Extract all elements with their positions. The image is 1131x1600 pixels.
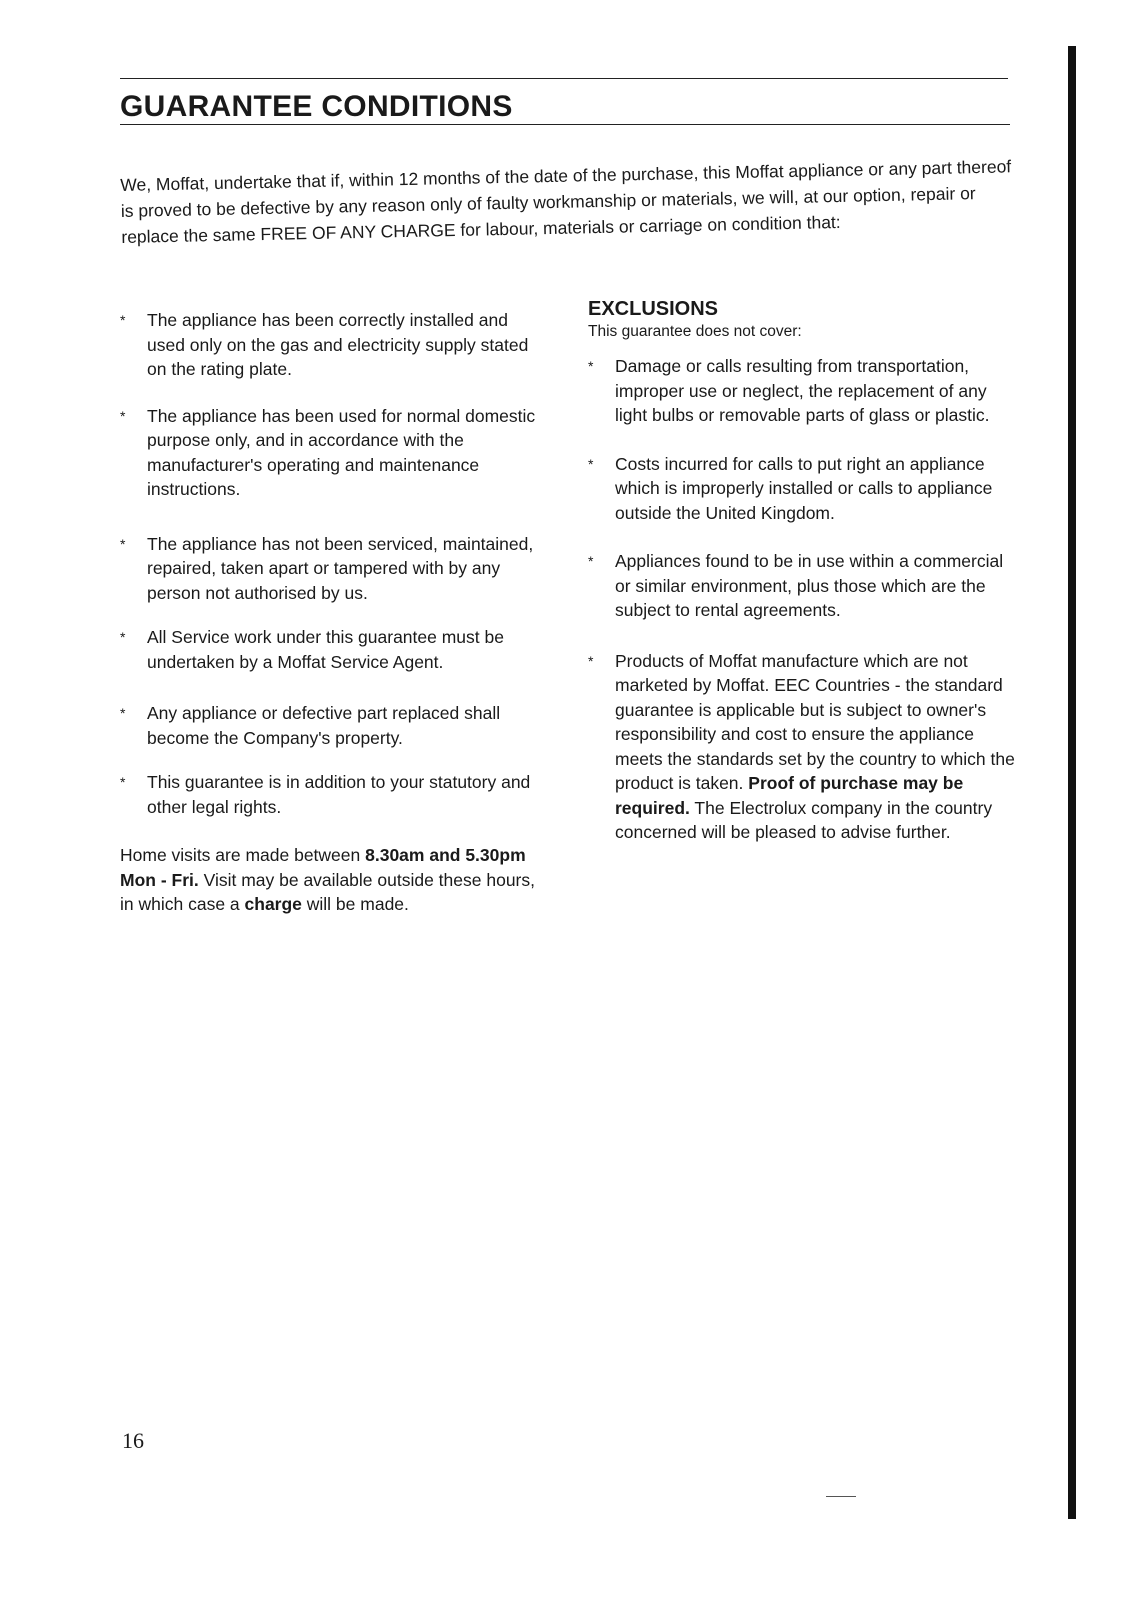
bullet-star: * xyxy=(120,407,126,424)
exclusions-subheading: This guarantee does not cover: xyxy=(588,323,802,340)
exclusion-text: Damage or calls resulting from transportation, improper use or neglect, the replacement of any light bulbs or removable parts of glass or plastic. xyxy=(615,356,990,425)
exclusions-column xyxy=(588,296,1018,845)
exclusion-item xyxy=(588,354,1018,428)
condition-text: All Service work under this guarantee must be undertaken by a Moffat Service Agent. xyxy=(147,627,504,672)
exclusion-text-part: Products of Moffat manufacture which are not marketed by Moffat. EEC Countries - the standard guarantee is applicable but is subject to owner's responsibility and cost to ensure the appliance meets the standards set by the country to which the product is taken. xyxy=(615,650,1015,793)
home-visits-charge: charge xyxy=(244,894,302,914)
conditions-column xyxy=(120,308,550,917)
bullet-star: * xyxy=(588,652,594,669)
bullet-star: * xyxy=(588,455,594,472)
condition-text: Any appliance or defective part replaced shall become the Company's property. xyxy=(147,703,501,748)
exclusion-text: Appliances found to be in use within a commercial or similar environment, plus those which are the subject to rental agreements. xyxy=(615,551,1004,620)
home-visits-text: Visit may be available outside these hours, in which case a xyxy=(120,869,535,914)
exclusions-list xyxy=(588,354,1018,845)
condition-text: The appliance has not been serviced, maintained, repaired, taken apart or tampered with by any person not authorised by us. xyxy=(147,533,534,603)
condition-text: The appliance has been used for normal domestic purpose only, and in accordance with the manufacturer's operating and maintenance instructions. xyxy=(147,405,536,499)
exclusion-text-part: The Electrolux company in the country concerned will be pleased to advise further. xyxy=(615,797,993,842)
page-number: 16 xyxy=(122,1428,144,1453)
exclusion-item xyxy=(588,452,1018,526)
condition-item xyxy=(120,404,550,502)
condition-item xyxy=(120,625,550,674)
exclusion-item xyxy=(588,549,1018,623)
bullet-star: * xyxy=(120,705,126,721)
title-rule-bottom xyxy=(120,124,1010,125)
bullet-star: * xyxy=(588,553,594,569)
page-edge-bar xyxy=(1068,46,1076,1519)
condition-item xyxy=(120,308,550,382)
exclusion-text: Costs incurred for calls to put right an appliance which is improperly installed or calls to appliance outside the United Kingdom. xyxy=(615,453,993,523)
condition-item xyxy=(120,701,550,750)
title-rule-top xyxy=(120,78,1008,79)
condition-text: This guarantee is in addition to your statutory and other legal rights. xyxy=(147,772,531,817)
conditions-list xyxy=(120,308,550,819)
exclusions-heading: EXCLUSIONS xyxy=(588,298,719,320)
condition-item xyxy=(120,532,550,606)
exclusion-text xyxy=(615,651,1015,843)
bullet-star: * xyxy=(120,629,126,645)
intro-paragraph: We, Moffat, undertake that if, within 12 months of the date of the purchase, this Moffat appliance or any part thereof is proved to be defective by any reason only of faulty workmanship or materials, we will, at our option, repair or replace the same FREE OF ANY CHARGE for labour, materials or carriage on condition that: xyxy=(120,156,1012,247)
condition-text: The appliance has been correctly installed and used only on the gas and electricity supply stated on the rating plate. xyxy=(147,310,529,379)
condition-item xyxy=(120,770,550,819)
home-visits-text: Home visits are made between xyxy=(120,845,366,865)
bullet-star: * xyxy=(120,312,126,328)
page-title: GUARANTEE CONDITIONS xyxy=(120,90,513,123)
bullet-star: * xyxy=(588,358,594,374)
bullet-star: * xyxy=(120,535,126,552)
bullet-star: * xyxy=(120,774,126,790)
proof-of-purchase-note: Proof of purchase may be required. xyxy=(615,773,964,818)
home-visits-hours: 8.30am and 5.30pm Mon - Fri. xyxy=(120,845,526,890)
home-visits-paragraph xyxy=(120,843,550,917)
home-visits-text: will be made. xyxy=(301,894,409,914)
corner-mark xyxy=(826,1496,856,1497)
exclusion-item xyxy=(588,649,1018,845)
